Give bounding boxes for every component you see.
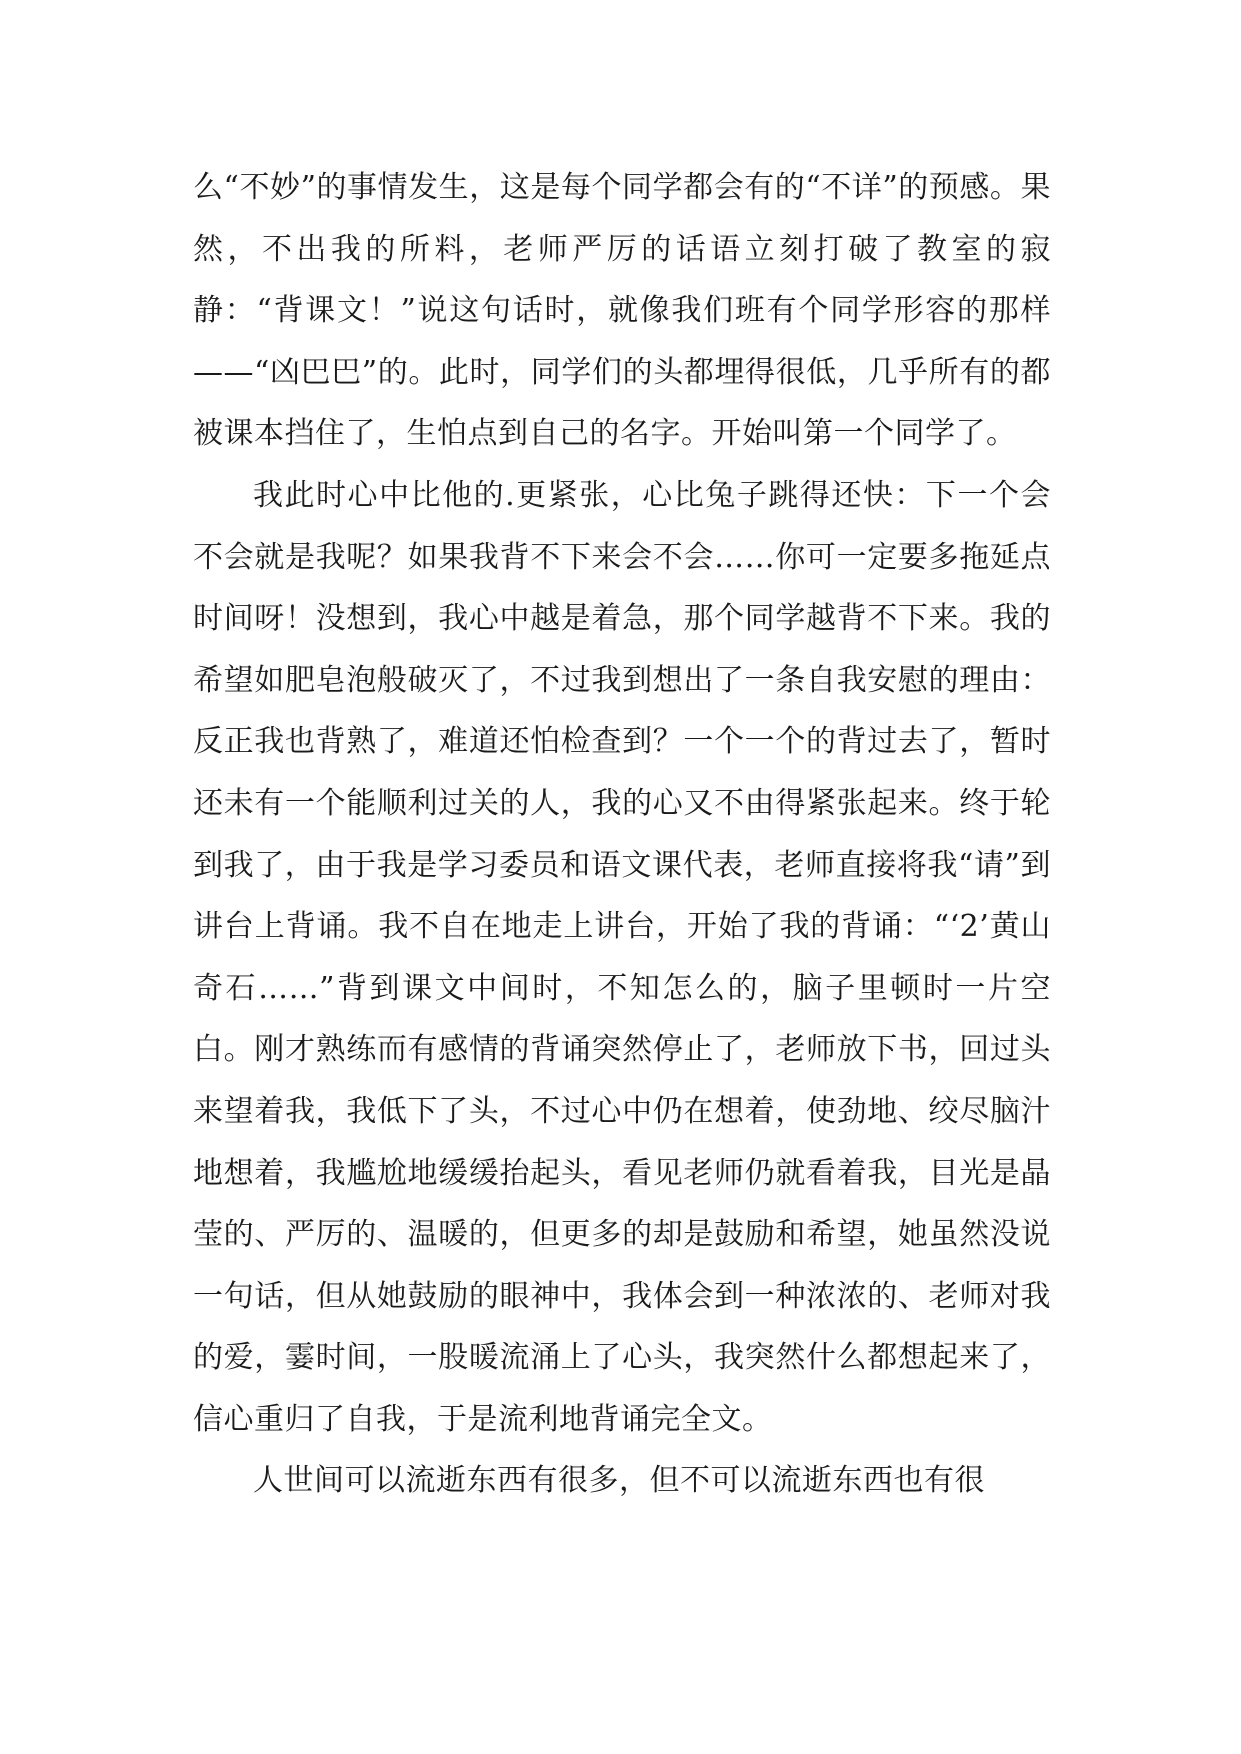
paragraph-3: 人世间可以流逝东西有很多，但不可以流逝东西也有很 [253,1463,985,1499]
paragraph-1: 么“不妙”的事情发生，这是每个同学都会有的“不详”的预感。果然，不出我的所料，老师严厉的话语立刻打破了教室的寂静：“背课文！”说这句话时，就像我们班有个同学形容的那样——“凶巴巴”的。此时，同学们的头都埋得很低，几乎所有的都被课本挡住了，生怕点到自己的名字。开始叫第一个同学了。 [193,170,1051,452]
paragraph-2: 我此时心中比他的.更紧张，心比兔子跳得还快：下一个会不会就是我呢？如果我背不下来会不会……你可一定要多拖延点时间呀！没想到，我心中越是着急，那个同学越背不下来。我的希望如肥皂泡般破灭了，不过我到想出了一条自我安慰的理由：反正我也背熟了，难道还怕检查到？一个一个的背过去了，暂时还未有一个能顺利过关的人，我的心又不由得紧张起来。终于轮到我了，由于我是学习委员和语文课代表，老师直接将我“请”到讲台上背诵。我不自在地走上讲台，开始了我的背诵：“‘2’黄山奇石……”背到课文中间时，不知怎么的，脑子里顿时一片空白。刚才熟练而有感情的背诵突然停止了，老师放下书，回过头来望着我，我低下了头，不过心中仍在想着，使劲地、绞尽脑汁地想着，我尴尬地缓缓抬起头，看见老师仍就看着我，目光是晶莹的、严厉的、温暖的，但更多的却是鼓励和希望，她虽然没说一句话，但从她鼓励的眼神中，我体会到一种浓浓的、老师对我的爱，霎时间，一股暖流涌上了心头，我突然什么都想起来了，信心重归了自我，于是流利地背诵完全文。 [193,477,1051,1437]
document-body [193,157,1051,1512]
